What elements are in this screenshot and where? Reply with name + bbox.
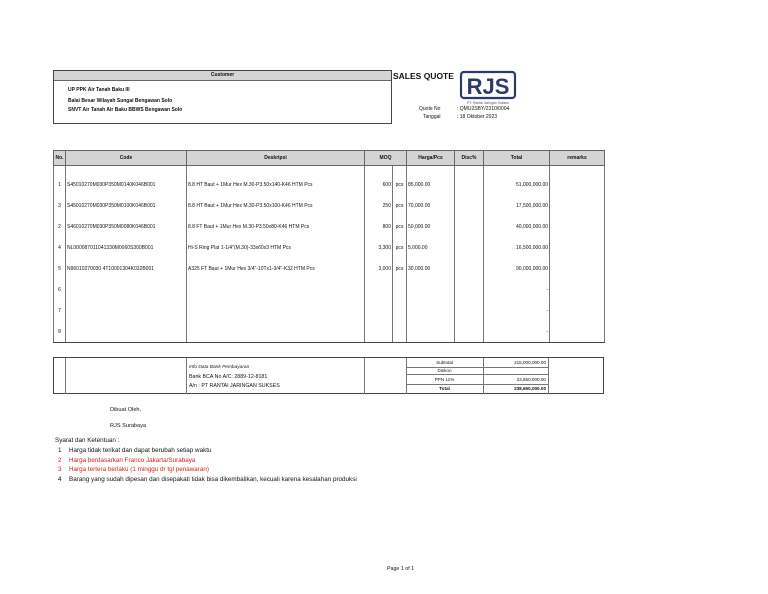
term-number: 4 — [58, 475, 62, 483]
row-total: 17,500,000.00 — [484, 195, 550, 216]
row-code: S45010270M030P350M0140K046B001 — [66, 174, 187, 195]
col-header-remarks: remarks — [550, 151, 605, 166]
row-code — [66, 300, 187, 321]
row-price: 70,000.00 — [407, 195, 455, 216]
date-label: Tanggal — [423, 114, 441, 120]
customer-line-2: Balai Besar Wilayah Sungai Bengawan Solo — [68, 98, 173, 104]
row-code — [66, 279, 187, 300]
col-header-price: Harga/Pcs — [407, 151, 455, 166]
row-disc — [455, 195, 484, 216]
term-text: Harga tertera berlaku (1 minggu dr tgl penawaran) — [69, 466, 210, 473]
row-code: N96010270030 4T10001304K032B001 — [66, 258, 187, 279]
term-text: Barang yang sudah dipesan dan disepakati tidak bisa dikembalikan, kecuali karena kesalahan produksi — [69, 475, 357, 483]
total-label: Total — [439, 386, 450, 391]
diskon-label: Diskon — [437, 368, 452, 373]
term-number: 3 — [58, 466, 62, 473]
company-logo — [459, 70, 517, 106]
term-number: 1 — [58, 447, 62, 454]
row-moq: 800 — [365, 216, 393, 237]
row-moq: 3,000 — [365, 258, 393, 279]
row-total: 90,000,000.00 — [484, 258, 550, 279]
table-row — [54, 216, 605, 237]
row-disc — [455, 279, 484, 300]
table-header-row — [54, 151, 605, 166]
quote-no-value: : QMU2SBY/2310/0004 — [457, 106, 510, 112]
bank-account: Bank BCA No A/C: 2889-12-8181 — [189, 374, 268, 380]
terms-title: Syarat dan Ketentuan : — [55, 437, 120, 444]
row-total: - — [484, 321, 550, 343]
row-moq: 250 — [365, 195, 393, 216]
row-no: 8 — [54, 321, 66, 343]
made-by-label: Dibuat Oleh, — [110, 407, 142, 413]
page-number: Page 1 of 1 — [387, 566, 415, 572]
row-total: - — [484, 300, 550, 321]
ppn-label: PPN 11% — [434, 377, 455, 382]
row-code: NL000087011041330M0060S300B001 — [66, 237, 187, 258]
table-row — [54, 321, 605, 343]
table-row — [54, 195, 605, 216]
row-remarks — [550, 237, 605, 258]
row-price: 5,000.00 — [407, 237, 455, 258]
bank-account-name: A/n : PT RANTAI JARINGAN SUKSES — [189, 383, 280, 389]
row-remarks — [550, 174, 605, 195]
row-total: 16,500,000.00 — [484, 237, 550, 258]
row-remarks — [550, 258, 605, 279]
customer-box — [53, 70, 392, 124]
row-no: 4 — [54, 237, 66, 258]
row-disc — [455, 300, 484, 321]
signer-name: RJS Surabaya — [110, 423, 147, 429]
term-text: Harga tidak terikat dan dapat berubah setiap waktu — [69, 447, 212, 454]
row-description — [187, 300, 365, 321]
items-table — [53, 150, 605, 343]
logo-tagline: PT. Rantai Jaringan Sukses — [467, 101, 509, 105]
col-header-disc: Disc% — [455, 151, 484, 166]
row-remarks — [550, 195, 605, 216]
total-value: 238,650,000.00 — [514, 386, 546, 391]
subtotal-label: Subtotal — [436, 360, 453, 365]
document-title: SALES QUOTE — [393, 71, 454, 81]
row-description: Hi-S Ring Plat 1-1/4"(M.30)-33x60x3 HTM Pcs — [187, 237, 365, 258]
row-description: 8.8 HT Baut + 1Mur Hex M.30-P3.50x100-K46 HTM Pcs — [187, 195, 365, 216]
row-no: 3 — [54, 195, 66, 216]
row-no: 2 — [54, 216, 66, 237]
col-header-total: Total — [484, 151, 550, 166]
row-price — [407, 321, 455, 343]
totals-box — [53, 357, 604, 394]
row-total: - — [484, 279, 550, 300]
row-unit: pcs — [393, 174, 407, 195]
row-remarks — [550, 279, 605, 300]
table-row — [54, 237, 605, 258]
row-total: 51,000,000.00 — [484, 174, 550, 195]
row-remarks — [550, 321, 605, 343]
table-row — [54, 279, 605, 300]
row-total: 40,000,000.00 — [484, 216, 550, 237]
row-moq — [365, 300, 393, 321]
row-unit: pcs — [393, 237, 407, 258]
customer-line-3: SNVT Air Tanah Air Baku BBWS Bengawan Solo — [68, 107, 183, 113]
date-value: : 18 Oktober 2023 — [457, 114, 498, 120]
row-code — [66, 321, 187, 343]
row-moq — [365, 279, 393, 300]
row-unit — [393, 321, 407, 343]
row-description: 8.8 FT Baut + 1Mur Hex M.30-P3.50x80-K46 HTM Pcs — [187, 216, 365, 237]
ppn-value: 23,650,000.00 — [516, 377, 546, 382]
table-row — [54, 258, 605, 279]
row-remarks — [550, 300, 605, 321]
row-moq: 600 — [365, 174, 393, 195]
col-header-moq: MOQ — [365, 151, 407, 166]
row-no: 5 — [54, 258, 66, 279]
row-price: 85,000.00 — [407, 174, 455, 195]
col-header-no: No. — [54, 151, 66, 166]
bank-info-title: Info Data Bank Pembayaran — [189, 365, 250, 370]
term-number: 2 — [58, 456, 62, 464]
customer-line-1: UP PPK Air Tanah Baku III — [68, 87, 130, 93]
row-description: A325 FT Baut + 1Mur Hex 3/4"-10Tx1-3/4"-K32 HTM Pcs — [187, 258, 365, 279]
table-row — [54, 300, 605, 321]
row-price: 50,000.00 — [407, 216, 455, 237]
row-unit — [393, 279, 407, 300]
quote-no-label: Quote No — [419, 106, 441, 112]
row-moq — [365, 321, 393, 343]
row-disc — [455, 216, 484, 237]
row-disc — [455, 174, 484, 195]
row-disc — [455, 237, 484, 258]
row-description: 8.8 HT Baut + 1Mur Hex M.30-P3.50x140-K46 HTM Pcs — [187, 174, 365, 195]
row-no: 7 — [54, 300, 66, 321]
row-no: 6 — [54, 279, 66, 300]
row-price — [407, 279, 455, 300]
col-header-code: Code — [66, 151, 187, 166]
row-price — [407, 300, 455, 321]
row-no: 1 — [54, 174, 66, 195]
row-disc — [455, 258, 484, 279]
row-remarks — [550, 216, 605, 237]
row-code: S45010270M030P350M0100K046B001 — [66, 195, 187, 216]
col-header-desc: Deskripsi — [187, 151, 365, 166]
table-row — [54, 174, 605, 195]
row-description — [187, 279, 365, 300]
row-unit: pcs — [393, 216, 407, 237]
row-unit — [393, 300, 407, 321]
customer-header: Customer — [54, 71, 391, 81]
row-unit: pcs — [393, 195, 407, 216]
row-disc — [455, 321, 484, 343]
row-moq: 3,300 — [365, 237, 393, 258]
row-description — [187, 321, 365, 343]
subtotal-value: 215,000,000.00 — [514, 360, 546, 365]
row-code: S46010270M030P350M0080K046B001 — [66, 216, 187, 237]
logo-text: RJS — [466, 74, 510, 99]
row-price: 30,000.00 — [407, 258, 455, 279]
term-text: Harga berdasarkan Franco Jakarta/Surabaya — [69, 456, 196, 464]
row-unit: pcs — [393, 258, 407, 279]
table-spacer-row — [54, 166, 605, 175]
